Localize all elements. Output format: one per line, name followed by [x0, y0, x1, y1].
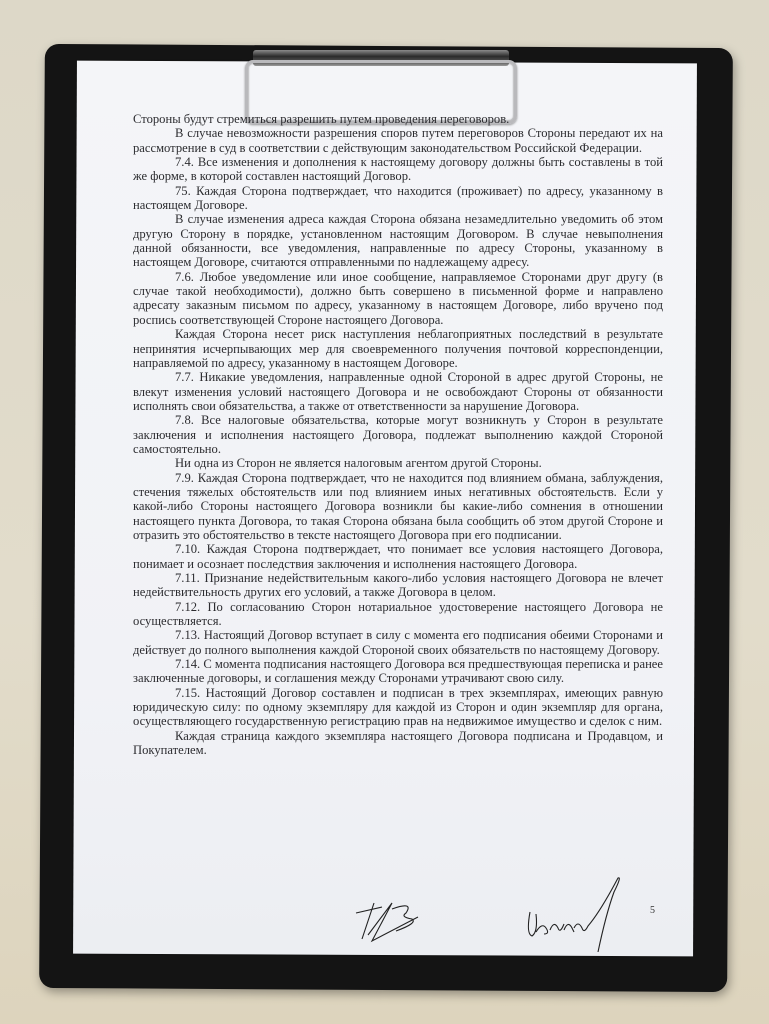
- buyer-signature: [522, 872, 642, 952]
- paragraph: Каждая страница каждого экземпляра настоящего Договора подписана и Продавцом, и Покупателем.: [133, 728, 663, 758]
- seller-signature: [352, 895, 432, 945]
- clause-7-4: 7.4. Все изменения и дополнения к настоящему договору должны быть составлены в той же форме, в которой составлен настоящий Договор.: [133, 155, 663, 184]
- clause-7-12: 7.12. По согласованию Сторон нотариальное удостоверение настоящего Договора не осуществляется.: [133, 599, 663, 629]
- page-number: 5: [650, 905, 655, 916]
- paragraph: Каждая Сторона несет риск наступления неблагоприятных последствий в результате непринятия исчерпывающих мер для своевременного получения почтовой корреспонденции, направляемой по адресу, указанному в настоящем Договоре.: [133, 327, 663, 370]
- clause-7-13: 7.13. Настоящий Договор вступает в силу с момента его подписания обеими Сторонами и действует до полного выполнения каждой Стороной своих обязательств по настоящему Договору.: [133, 628, 663, 657]
- clause-7-14: 7.14. С момента подписания настоящего Договора вся предшествующая переписка и ранее заключенные договоры, и соглашения между Сторонами утрачивают свою силу.: [133, 657, 663, 686]
- paragraph: Ни одна из Сторон не является налоговым агентом другой Стороны.: [175, 456, 542, 471]
- paragraph: В случае невозможности разрешения споров путем переговоров Стороны передают их на рассмотрение в суд в соответствии с действующим законодательством Российской Федерации.: [133, 126, 663, 155]
- paragraph: В случае изменения адреса каждая Сторона обязана незамедлительно уведомить об этом другую Сторону в порядке, установленном настоящим Договором. В случае невыполнения данной обязанности, все уведомления, направленные по адресу Стороны, указанному в настоящем Договоре, считаются отправленными по надлежащему адресу.: [133, 212, 663, 270]
- clause-7-11: 7.11. Признание недействительным какого-либо условия настоящего Договора не влечет недействительность других его условий, а также Договора в целом.: [133, 571, 663, 600]
- paragraph: Стороны будут стремиться разрешить путем проведения переговоров.: [133, 112, 510, 126]
- clause-7-7: 7.7. Никакие уведомления, направленные одной Стороной в адрес другой Стороны, не влекут изменения условий настоящего Договора и не освобождают Стороны от обязанности исполнять свои обязательства, а также от ответственности за нарушение Договора.: [133, 370, 663, 413]
- clause-7-9: 7.9. Каждая Сторона подтверждает, что не находится под влиянием обмана, заблуждения, стечения тяжелых обстоятельств или под влиянием иных негативных обстоятельств. Если у какой-либо Стороны настоящего Договора возникли бы какие-либо сомнения в отношении настоящего пункта Договора, то такая Сторона обязана была сообщить об этом другой Стороне и отразить это обстоятельство в тексте настоящего Договора при его подписании.: [133, 470, 663, 542]
- clause-7-5: 75. Каждая Сторона подтверждает, что находится (проживает) по адресу, указанному в настоящем Договоре.: [133, 183, 663, 213]
- clause-7-6: 7.6. Любое уведомление или иное сообщение, направляемое Сторонами друг другу (в случае такой необходимости), должно быть совершено в письменной форме и направлено адресату заказным письмом по адресу, указанному в настоящем Договоре, либо вручено под роспись соответствующей Стороне настоящего Договора.: [133, 269, 663, 327]
- clause-7-10: 7.10. Каждая Сторона подтверждает, что понимает все условия настоящего Договора, понимает и осознает последствия заключения и исполнения настоящего Договора.: [133, 542, 663, 571]
- clause-7-15: 7.15. Настоящий Договор составлен и подписан в трех экземплярах, имеющих равную юридическую силу: по одному экземпляру для каждой из Сторон и один экземпляр для органа, осуществляющего государственную регистрацию прав на недвижимое имущество и сделок с ним.: [133, 685, 663, 729]
- document-body: [133, 112, 663, 757]
- clause-7-8: 7.8. Все налоговые обязательства, которые могут возникнуть у Сторон в результате заключения и исполнения настоящего Договора, подлежат выполнению каждой Стороной самостоятельно.: [133, 413, 663, 456]
